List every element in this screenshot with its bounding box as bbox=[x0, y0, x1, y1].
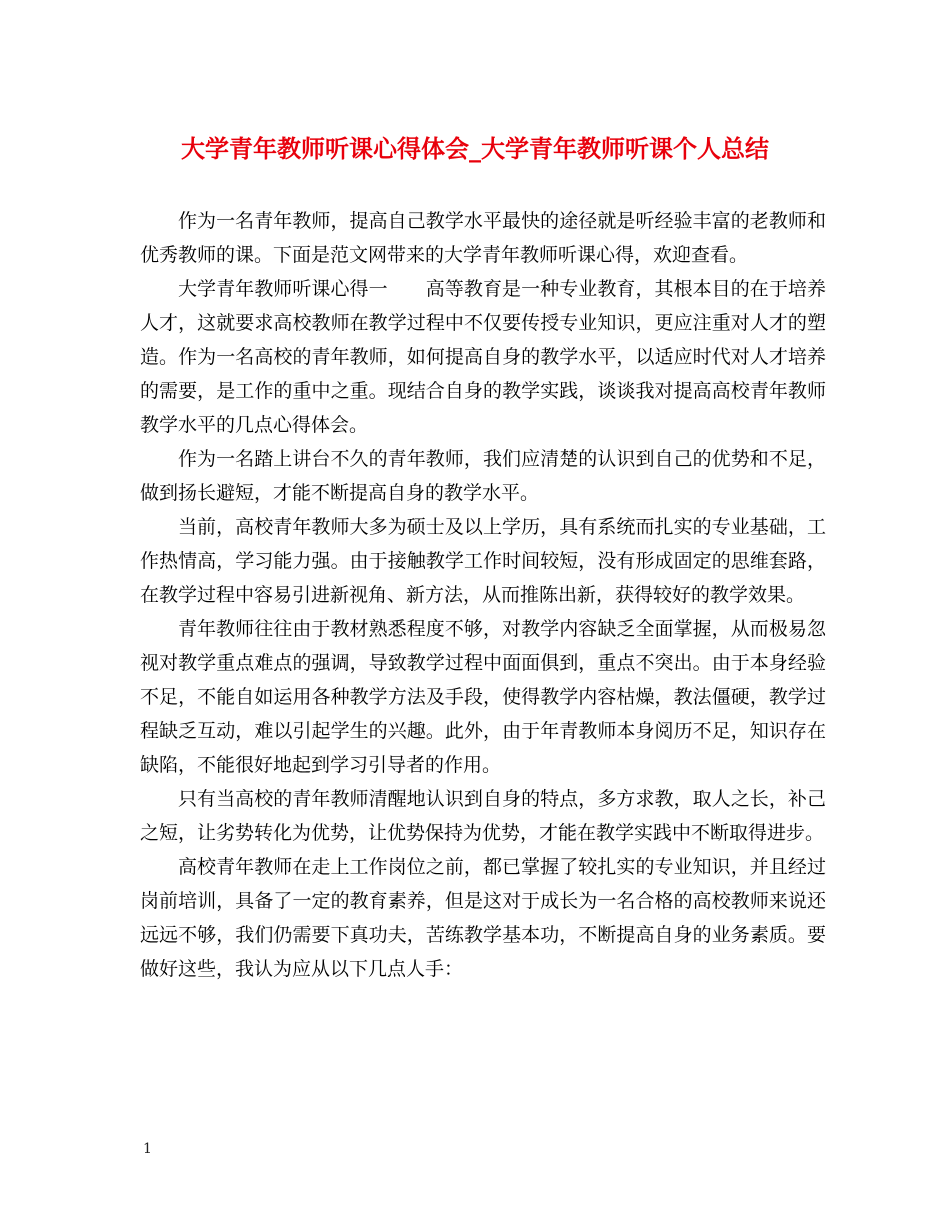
document-body bbox=[140, 204, 826, 986]
paragraph-improvement: 高校青年教师在走上工作岗位之前，都已掌握了较扎实的专业知识，并且经过岗前培训，具备了一定的教育素养，但是这对于成长为一名合格的高校教师来说还远远不够，我们仍需要下真功夫，苦练教学基本功，不断提高自身的业务素质。要做好这些，我认为应从以下几点人手： bbox=[140, 856, 826, 980]
paragraph-heading-one: 大学青年教师听课心得一 高等教育是一种专业教育，其根本目的在于培养人才，这就要求高校教师在教学过程中不仅要传授专业知识，更应注重对人才的塑造。作为一名高校的青年教师，如何提高自身的教学水平，以适应时代对人才培养的需要，是工作的重中之重。现结合自身的教学实践，谈谈我对提高高校青年教师教学水平的几点心得体会。 bbox=[140, 278, 826, 436]
paragraph-advantages: 当前，高校青年教师大多为硕士及以上学历，具有系统而扎实的专业基础，工作热情高，学习能力强。由于接触教学工作时间较短，没有形成固定的思维套路，在教学过程中容易引进新视角、新方法，从而推陈出新，获得较好的教学效果。 bbox=[140, 516, 826, 606]
page-number: 1 bbox=[143, 1141, 152, 1157]
paragraph-intro: 作为一名青年教师，提高自己教学水平最快的途径就是听经验丰富的老教师和优秀教师的课。下面是范文网带来的大学青年教师听课心得，欢迎查看。 bbox=[140, 210, 826, 266]
document-title: 大学青年教师听课心得体会_大学青年教师听课个人总结 bbox=[181, 134, 769, 163]
paragraph-self-awareness: 只有当高校的青年教师清醒地认识到自身的特点，多方求教，取人之长，补己之短，让劣势转化为优势，让优势保持为优势，才能在教学实践中不断取得进步。 bbox=[140, 788, 826, 844]
paragraph-strengths-weaknesses: 作为一名踏上讲台不久的青年教师，我们应清楚的认识到自己的优势和不足，做到扬长避短，才能不断提高自身的教学水平。 bbox=[140, 448, 826, 504]
paragraph-shortcomings: 青年教师往往由于教材熟悉程度不够，对教学内容缺乏全面掌握，从而极易忽视对教学重点难点的强调，导致教学过程中面面俱到，重点不突出。由于本身经验不足，不能自如运用各种教学方法及手段，使得教学内容枯燥，教法僵硬，教学过程缺乏互动，难以引起学生的兴趣。此外，由于年青教师本身阅历不足，知识存在缺陷，不能很好地起到学习引导者的作用。 bbox=[140, 618, 826, 776]
